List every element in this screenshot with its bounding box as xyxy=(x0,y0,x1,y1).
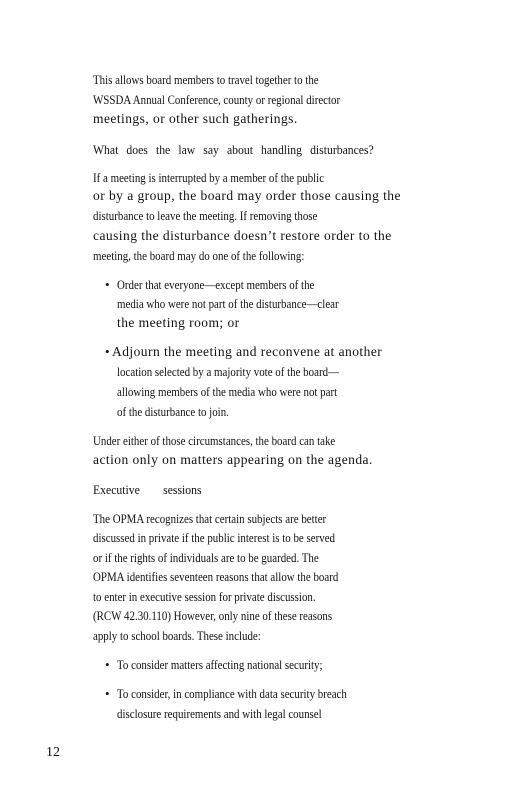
para2-line-3: disturbance to leave the meeting. If removing those xyxy=(93,208,318,223)
heading-word: does xyxy=(126,142,148,157)
para1-line-2: WSSDA Annual Conference, county or regional director xyxy=(93,92,341,107)
section-heading-executive-sessions xyxy=(93,482,202,498)
para4-line-1: The OPMA recognizes that certain subjects are better xyxy=(93,511,327,526)
para4-line-6: (RCW 42.30.110) However, only nine of these reasons xyxy=(93,608,333,623)
heading-word: say xyxy=(203,142,219,157)
heading-word: handling xyxy=(261,142,302,157)
bullet-icon: • xyxy=(105,344,110,359)
heading-word: Executive xyxy=(93,482,140,497)
bullet2-line-2: location selected by a majority vote of the board— xyxy=(117,364,339,379)
heading-word: disturbances? xyxy=(310,142,374,157)
heading-word: What xyxy=(93,142,119,157)
bullet-icon: • xyxy=(105,686,110,701)
bullet3-line-1: To consider matters affecting national security; xyxy=(117,657,323,672)
heading-word: about xyxy=(226,142,253,157)
bullet4-line-2: disclosure requirements and with legal counsel xyxy=(117,706,322,721)
para2-line-4: causing the disturbance doesn’t restore order to the xyxy=(93,228,392,243)
bullet-icon: • xyxy=(105,657,110,672)
para4-line-4: OPMA identifies seventeen reasons that allow the board xyxy=(93,569,339,584)
para1-line-3: meetings, or other such gatherings. xyxy=(93,111,298,126)
para3-line-1: Under either of those circumstances, the board can take xyxy=(93,433,336,448)
para4-line-5: to enter in executive session for private discussion. xyxy=(93,589,316,604)
para4-line-7: apply to school boards. These include: xyxy=(93,628,261,643)
bullet2-line-3: allowing members of the media who were not part xyxy=(117,384,338,399)
bullet2-line-1: Adjourn the meeting and reconvene at another xyxy=(112,344,383,359)
para2-line-1: If a meeting is interrupted by a member of the public xyxy=(93,170,325,185)
para2-line-5: meeting, the board may do one of the following: xyxy=(93,248,305,263)
bullet4-line-1: To consider, in compliance with data security breach xyxy=(117,686,347,701)
heading-word: the xyxy=(155,142,171,157)
page-number: 12 xyxy=(46,745,60,760)
bullet-icon: • xyxy=(105,277,110,292)
para4-line-2: discussed in private if the public interest is to be served xyxy=(93,530,336,545)
section-heading-disturbances xyxy=(93,142,374,158)
bullet1-line-3: the meeting room; or xyxy=(117,315,240,330)
bullet2-line-4: of the disturbance to join. xyxy=(117,404,229,419)
para1-line-1: This allows board members to travel together to the xyxy=(93,72,319,87)
bullet1-line-1: Order that everyone—except members of the xyxy=(117,277,315,292)
para4-line-3: or if the rights of individuals are to be guarded. The xyxy=(93,550,319,565)
para2-line-2: or by a group, the board may order those causing the xyxy=(93,188,401,203)
heading-word: law xyxy=(178,142,196,157)
bullet1-line-2: media who were not part of the disturbance—clear xyxy=(117,296,339,311)
para3-line-2: action only on matters appearing on the agenda. xyxy=(93,452,373,467)
heading-word: sessions xyxy=(163,482,202,497)
